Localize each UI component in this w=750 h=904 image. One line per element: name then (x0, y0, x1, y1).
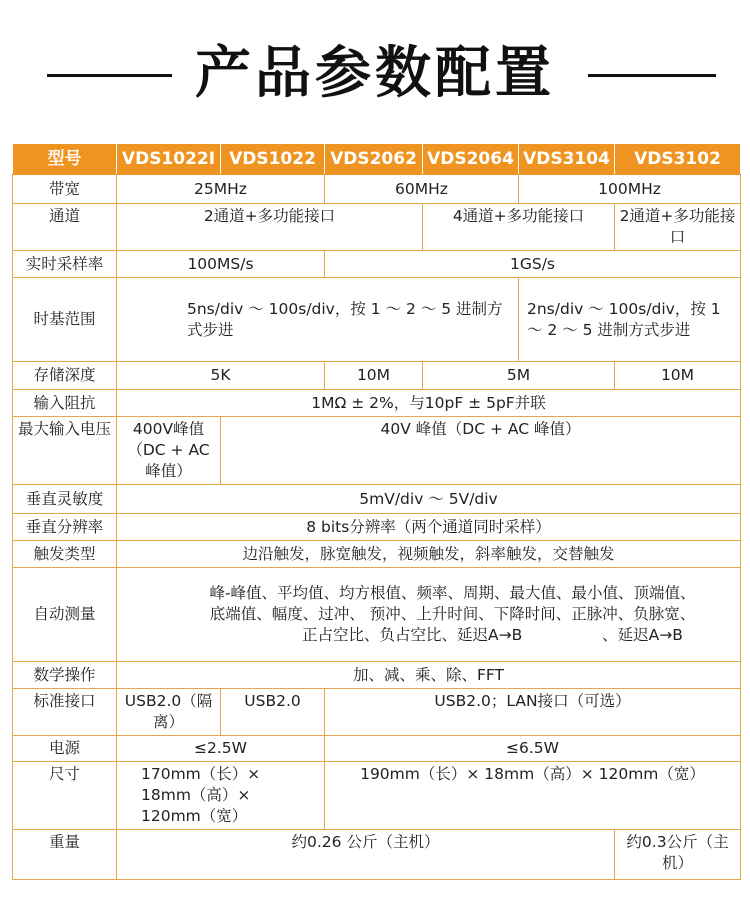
label-power: 电源 (13, 736, 117, 762)
row-bandwidth (13, 175, 741, 204)
interface-value-3: USB2.0；LAN接口（可选） (325, 689, 741, 736)
bandwidth-value-2: 60MHz (325, 175, 519, 204)
max-voltage-value-2: 40V 峰值（DC + AC 峰值） (221, 417, 741, 485)
measure-value (117, 568, 741, 662)
title-banner (0, 0, 750, 140)
row-interface (13, 689, 741, 736)
label-math: 数学操作 (13, 662, 117, 689)
sampling-value-2: 1GS/s (325, 251, 741, 278)
measure-line-3a: 正占空比、负占空比、延迟A→B (302, 626, 523, 644)
measure-line-3 (169, 625, 736, 646)
sampling-value-1: 100MS/s (117, 251, 325, 278)
timebase-value-1: 5ns/div ～ 100s/div，按 1 ～ 2 ～ 5 进制方式步进 (117, 278, 519, 362)
label-interface: 标准接口 (13, 689, 117, 736)
row-timebase (13, 278, 741, 362)
label-trigger: 触发类型 (13, 541, 117, 568)
row-trigger (13, 541, 741, 568)
row-memory (13, 362, 741, 390)
header-vds3102: VDS3102 (615, 144, 741, 175)
resolution-value: 8 bits分辨率（两个通道同时采样） (117, 514, 741, 541)
memory-value-1: 5K (117, 362, 325, 390)
label-impedance: 输入阻抗 (13, 390, 117, 417)
impedance-value: 1MΩ ± 2%，与10pF ± 5pF并联 (117, 390, 741, 417)
row-resolution (13, 514, 741, 541)
row-math (13, 662, 741, 689)
label-max-voltage: 最大输入电压 (13, 417, 117, 485)
label-measure: 自动测量 (13, 568, 117, 662)
channels-value-2: 4通道+多功能接口 (423, 204, 615, 251)
header-vds2062: VDS2062 (325, 144, 423, 175)
label-memory: 存储深度 (13, 362, 117, 390)
weight-value-2: 约0.3公斤（主机） (615, 830, 741, 880)
bandwidth-value-1: 25MHz (117, 175, 325, 204)
label-resolution: 垂直分辨率 (13, 514, 117, 541)
interface-value-1: USB2.0（隔离） (117, 689, 221, 736)
size-value-1: 170mm（长）× 18mm（高）× 120mm（宽） (117, 762, 325, 830)
memory-value-2: 10M (325, 362, 423, 390)
label-timebase: 时基范围 (13, 278, 117, 362)
memory-value-4: 10M (615, 362, 741, 390)
size-value-2: 190mm（长）× 18mm（高）× 120mm（宽） (325, 762, 741, 830)
timebase-value-2: 2ns/div ～ 100s/div，按 1 ～ 2 ～ 5 进制方式步进 (519, 278, 741, 362)
header-row (13, 144, 741, 175)
header-vds3104: VDS3104 (519, 144, 615, 175)
row-impedance (13, 390, 741, 417)
channels-value-3: 2通道+多功能接口 (615, 204, 741, 251)
row-max-voltage (13, 417, 741, 485)
label-channels: 通道 (13, 204, 117, 251)
memory-value-3: 5M (423, 362, 615, 390)
power-value-2: ≤6.5W (325, 736, 741, 762)
page-title: 产品参数配置 (195, 41, 555, 106)
power-value-1: ≤2.5W (117, 736, 325, 762)
max-voltage-value-1: 400V峰值（DC + AC峰值） (117, 417, 221, 485)
spec-table (12, 143, 741, 880)
measure-line-3b: 、延迟A→B (602, 626, 683, 644)
measure-line-1: 峰-峰值、平均值、均方根值、频率、周期、最大值、最小值、顶端值、 (209, 584, 696, 602)
header-model: 型号 (13, 144, 117, 175)
row-sampling (13, 251, 741, 278)
bandwidth-value-3: 100MHz (519, 175, 741, 204)
measure-line-2: 底端值、幅度、过冲、 预冲、上升时间、下降时间、正脉冲、负脉宽、 (209, 605, 696, 623)
header-vds1022i: VDS1022I (117, 144, 221, 175)
interface-value-2: USB2.0 (221, 689, 325, 736)
row-channels (13, 204, 741, 251)
row-sensitivity (13, 485, 741, 514)
row-size (13, 762, 741, 830)
weight-value-1: 约0.26 公斤（主机） (117, 830, 615, 880)
label-sensitivity: 垂直灵敏度 (13, 485, 117, 514)
label-bandwidth: 带宽 (13, 175, 117, 204)
sensitivity-value: 5mV/div ～ 5V/div (117, 485, 741, 514)
row-power (13, 736, 741, 762)
label-sampling: 实时采样率 (13, 251, 117, 278)
header-vds2064: VDS2064 (423, 144, 519, 175)
label-size: 尺寸 (13, 762, 117, 830)
header-vds1022: VDS1022 (221, 144, 325, 175)
label-weight: 重量 (13, 830, 117, 880)
channels-value-1: 2通道+多功能接口 (117, 204, 423, 251)
title-divider-right (588, 74, 716, 77)
trigger-value: 边沿触发，脉宽触发，视频触发，斜率触发，交替触发 (117, 541, 741, 568)
row-weight (13, 830, 741, 880)
row-measure (13, 568, 741, 662)
math-value: 加、减、乘、除、FFT (117, 662, 741, 689)
